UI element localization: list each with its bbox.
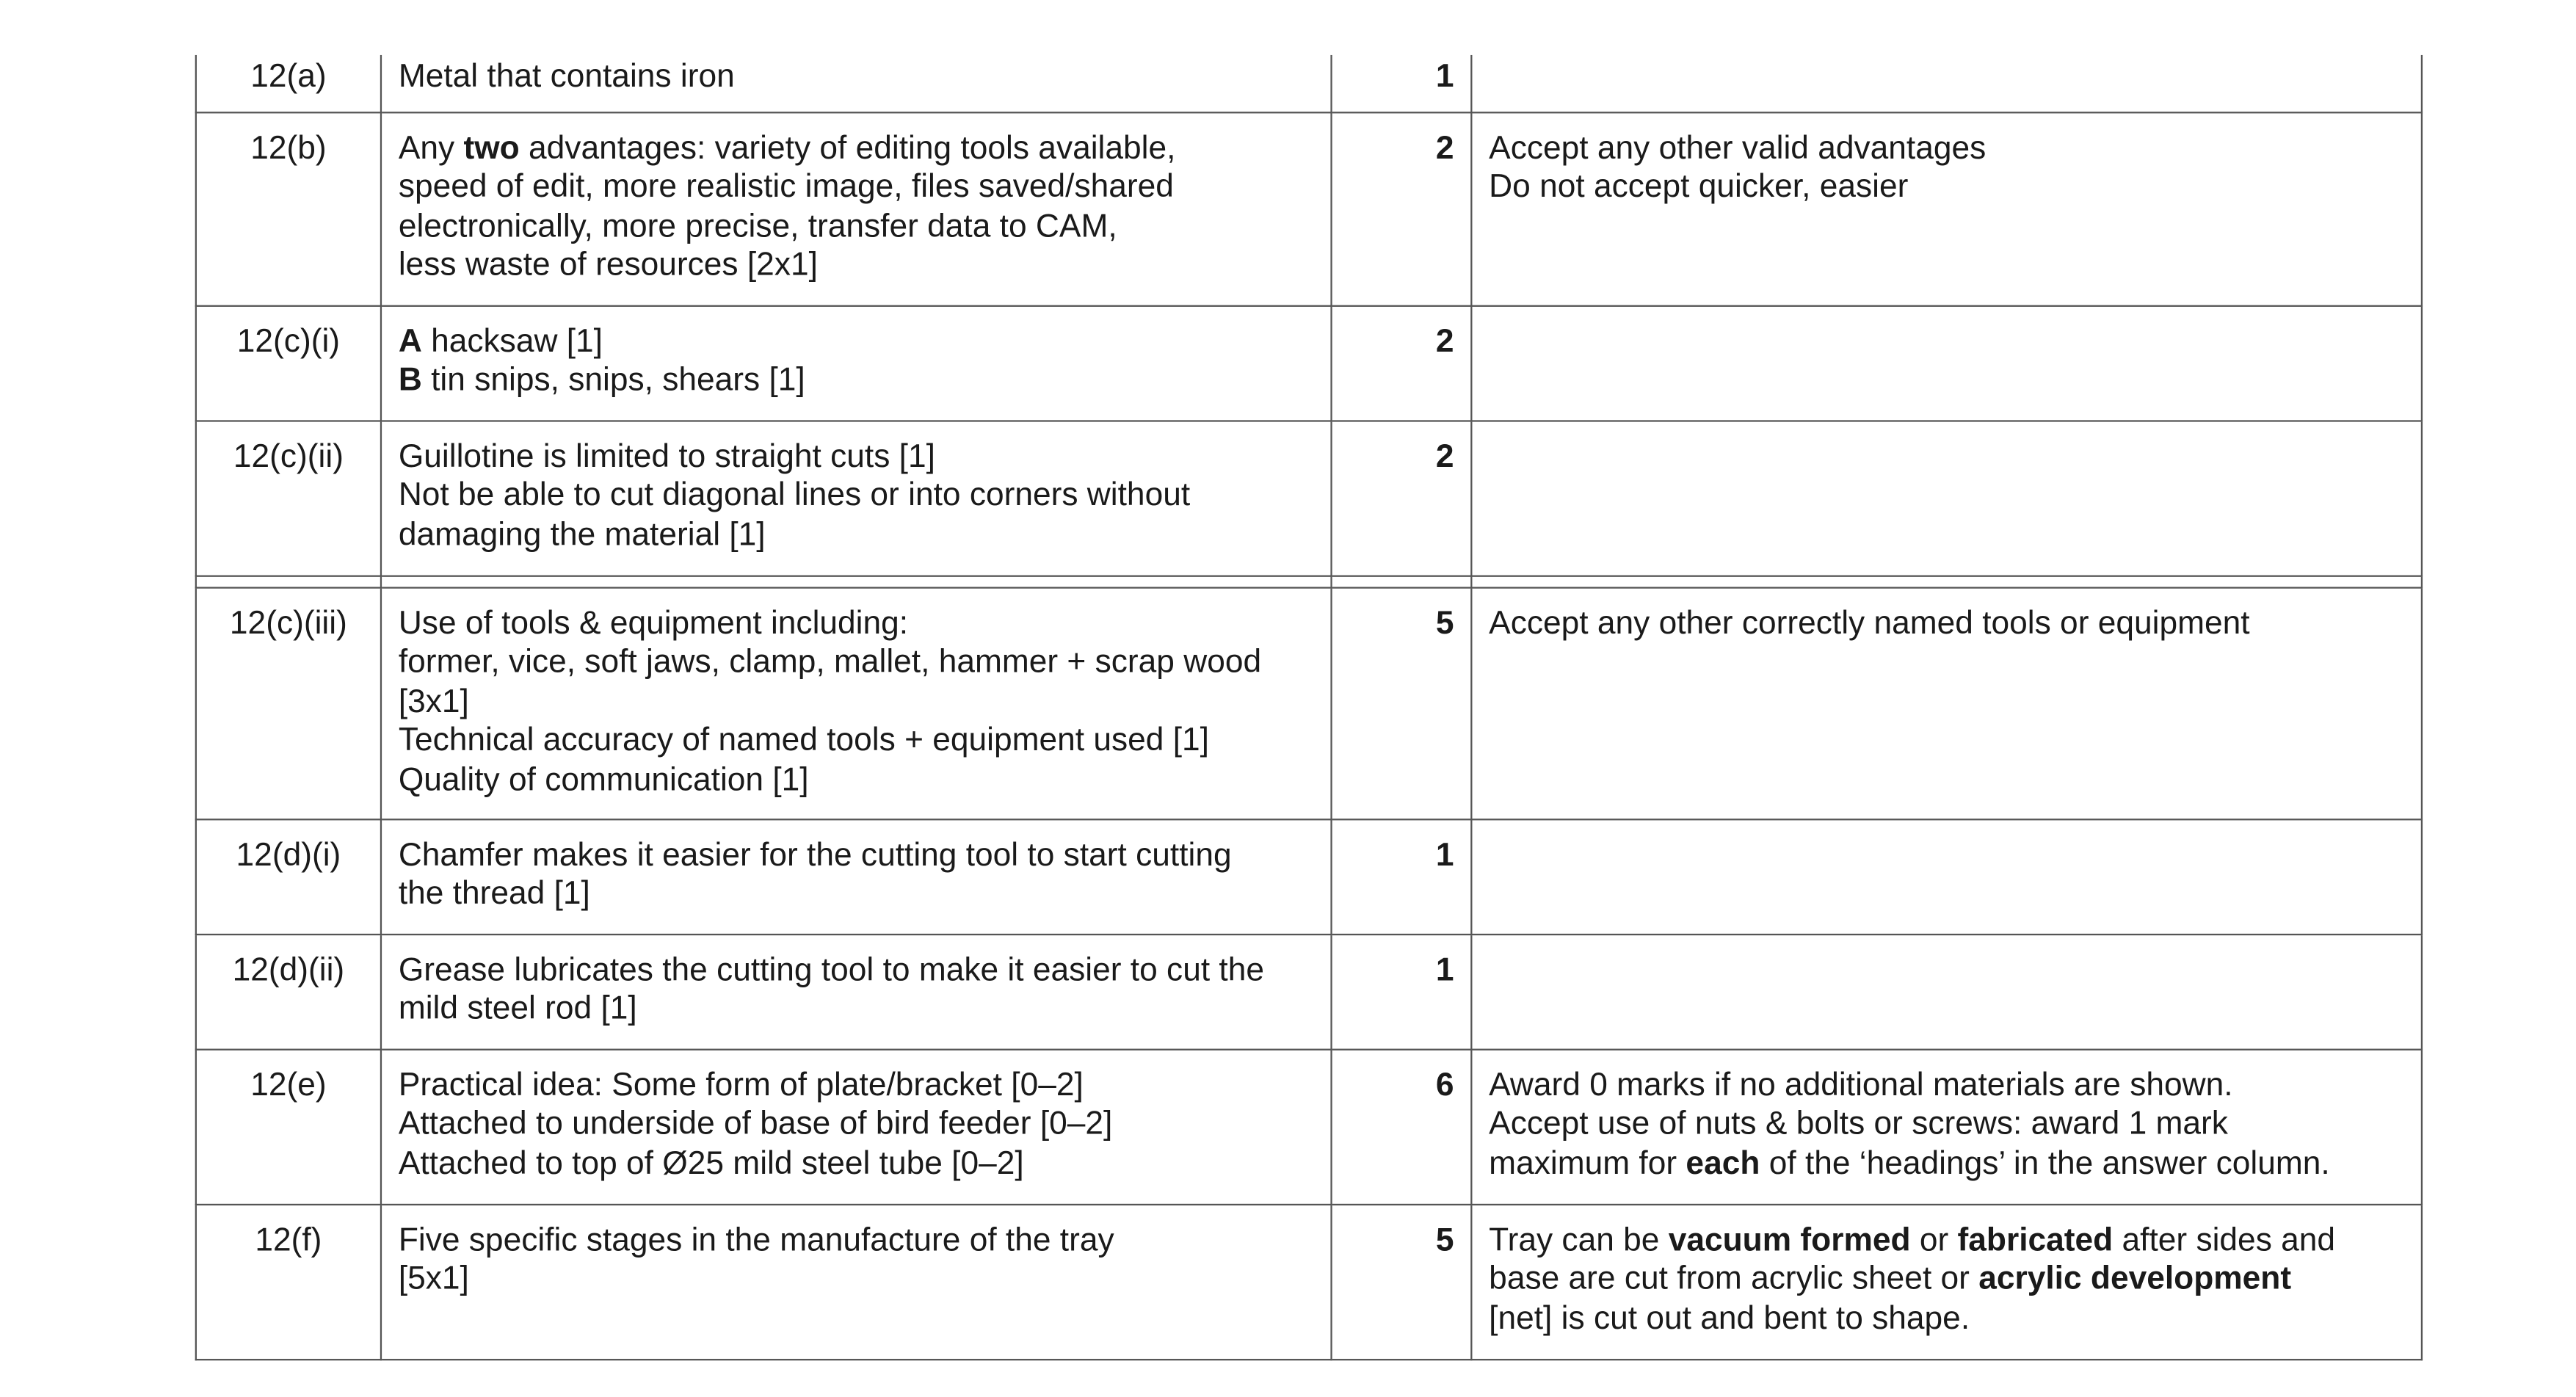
answer-line: speed of edit, more realistic image, files saved/shared: [398, 168, 1174, 206]
separator-cell: [1332, 576, 1472, 587]
question-cell: [196, 934, 381, 1049]
table-row: [196, 1204, 2422, 1359]
answer-line: Practical idea: Some form of plate/bracket [0–2]: [398, 1066, 1084, 1103]
question-cell: [196, 587, 381, 819]
question-number: 12(c)(iii): [229, 604, 347, 642]
question-cell: [196, 1049, 381, 1204]
answer-cell: [381, 1049, 1332, 1204]
guidance-line: [net] is cut out and bent to shape.: [1489, 1299, 1970, 1337]
answer-line: Not be able to cut diagonal lines or into corners without: [398, 476, 1191, 514]
answer-line: Chamfer makes it easier for the cutting tool to start cutting: [398, 836, 1232, 873]
marks-cell: [1332, 55, 1472, 112]
marks-value: 5: [1435, 604, 1454, 642]
answer-line: [399, 322, 1314, 361]
answer-cell: [381, 819, 1332, 934]
answer-cell: [381, 55, 1332, 112]
table-row: [196, 305, 2422, 421]
mark-scheme-body: [196, 55, 2422, 1359]
answer-cell: [381, 112, 1332, 305]
table-row: [196, 1049, 2422, 1204]
marks-cell: [1332, 112, 1472, 305]
marks-value: 1: [1435, 58, 1454, 95]
answer-line: mild steel rod [1]: [398, 990, 637, 1028]
question-number: 12(a): [250, 58, 327, 95]
answer-line: Guillotine is limited to straight cuts [1]: [398, 438, 935, 475]
answer-line: Technical accuracy of named tools + equipment used [1]: [398, 722, 1210, 759]
separator-cell: [1471, 576, 2422, 587]
guidance-line: Do not accept quicker, easier: [1489, 168, 1909, 206]
mark-scheme-table: [195, 55, 2423, 1360]
marks-cell: [1332, 934, 1472, 1049]
marks-cell: [1332, 1049, 1472, 1204]
guidance-cell: [1471, 1049, 2422, 1204]
marks-cell: [1332, 420, 1472, 575]
emphasis-text: fabricated: [1957, 1221, 2114, 1258]
text-segment: maximum for: [1489, 1144, 1686, 1182]
emphasis-text: each: [1686, 1144, 1760, 1182]
separator-cell: [196, 576, 381, 587]
marks-value: 2: [1435, 322, 1454, 360]
text-segment: after sides and: [2113, 1221, 2336, 1258]
answer-cell: [381, 587, 1332, 819]
answer-line: less waste of resources [2x1]: [398, 247, 818, 284]
guidance-line: Accept any other valid advantages: [1489, 129, 1987, 166]
answer-line: Attached to underside of base of bird feeder [0–2]: [398, 1105, 1113, 1142]
answer-cell: [381, 934, 1332, 1049]
question-number: 12(d)(ii): [232, 951, 345, 988]
answer-line: [399, 362, 1314, 401]
guidance-line: Accept use of nuts & bolts or screws: award 1 mark: [1489, 1105, 2228, 1142]
question-cell: [196, 1204, 381, 1359]
question-cell: [196, 420, 381, 575]
answer-line: Metal that contains iron: [398, 58, 735, 95]
question-number: 12(d)(i): [236, 836, 341, 873]
guidance-line: [1489, 1144, 2404, 1183]
table-row: [196, 587, 2422, 819]
answer-line: [3x1]: [398, 683, 469, 720]
guidance-cell: [1471, 55, 2422, 112]
answer-line: Grease lubricates the cutting tool to make it easier to cut the: [398, 951, 1264, 988]
question-number: 12(c)(i): [236, 322, 341, 360]
marks-cell: [1332, 1204, 1472, 1359]
marks-value: 2: [1435, 129, 1454, 166]
answer-cell: [381, 305, 1332, 421]
question-number: 12(b): [250, 129, 327, 166]
text-segment: or: [1910, 1221, 1958, 1258]
answer-line: damaging the material [1]: [398, 515, 766, 553]
guidance-cell: [1471, 420, 2422, 575]
answer-cell: [381, 420, 1332, 575]
text-segment: Any: [398, 129, 464, 166]
text-segment: hacksaw [1]: [421, 322, 603, 360]
question-number: 12(c)(ii): [233, 438, 344, 475]
marks-cell: [1332, 819, 1472, 934]
text-segment: base are cut from acrylic sheet or: [1489, 1260, 1979, 1297]
separator-cell: [381, 576, 1332, 587]
marks-value: 1: [1435, 836, 1454, 873]
answer-line: [399, 129, 1314, 168]
marks-value: 5: [1435, 1221, 1454, 1258]
emphasis-text: two: [463, 129, 520, 166]
guidance-cell: [1471, 112, 2422, 305]
guidance-cell: [1471, 305, 2422, 421]
table-row: [196, 819, 2422, 934]
marks-cell: [1332, 305, 1472, 421]
emphasis-text: B: [398, 361, 422, 399]
emphasis-text: acrylic development: [1978, 1260, 2292, 1297]
table-row: [196, 55, 2422, 112]
text-segment: Tray can be: [1489, 1221, 1669, 1258]
answer-line: Five specific stages in the manufacture of the tray: [398, 1221, 1114, 1258]
answer-cell: [381, 1204, 1332, 1359]
guidance-cell: [1471, 1204, 2422, 1359]
question-cell: [196, 112, 381, 305]
text-segment: tin snips, snips, shears [1]: [421, 361, 805, 399]
question-number: 12(e): [250, 1066, 327, 1103]
guidance-line: Award 0 marks if no additional materials are shown.: [1489, 1066, 2233, 1103]
marks-cell: [1332, 587, 1472, 819]
answer-line: the thread [1]: [398, 875, 590, 912]
question-cell: [196, 819, 381, 934]
question-cell: [196, 305, 381, 421]
emphasis-text: A: [398, 322, 422, 360]
guidance-line: [1489, 1260, 2404, 1299]
row-separator: [196, 576, 2422, 587]
emphasis-text: vacuum formed: [1668, 1221, 1911, 1258]
marks-value: 2: [1435, 438, 1454, 475]
marks-value: 6: [1435, 1066, 1454, 1103]
guidance-cell: [1471, 819, 2422, 934]
guidance-cell: [1471, 587, 2422, 819]
answer-line: former, vice, soft jaws, clamp, mallet, hammer + scrap wood: [398, 643, 1262, 681]
answer-line: Use of tools & equipment including:: [398, 604, 909, 642]
marks-value: 1: [1435, 951, 1454, 988]
guidance-line: [1489, 1222, 2404, 1260]
answer-line: Attached to top of Ø25 mild steel tube [0–2]: [398, 1144, 1024, 1182]
table-row: [196, 420, 2422, 575]
answer-line: electronically, more precise, transfer data to CAM,: [398, 207, 1117, 244]
question-cell: [196, 55, 381, 112]
table-row: [196, 934, 2422, 1049]
answer-line: Quality of communication [1]: [398, 761, 809, 798]
text-segment: of the ‘headings’ in the answer column.: [1760, 1144, 2330, 1182]
table-row: [196, 112, 2422, 305]
guidance-cell: [1471, 934, 2422, 1049]
guidance-line: Accept any other correctly named tools or equipment: [1489, 604, 2250, 642]
question-number: 12(f): [255, 1221, 322, 1258]
text-segment: advantages: variety of editing tools available,: [519, 129, 1176, 166]
answer-line: [5x1]: [398, 1260, 469, 1297]
